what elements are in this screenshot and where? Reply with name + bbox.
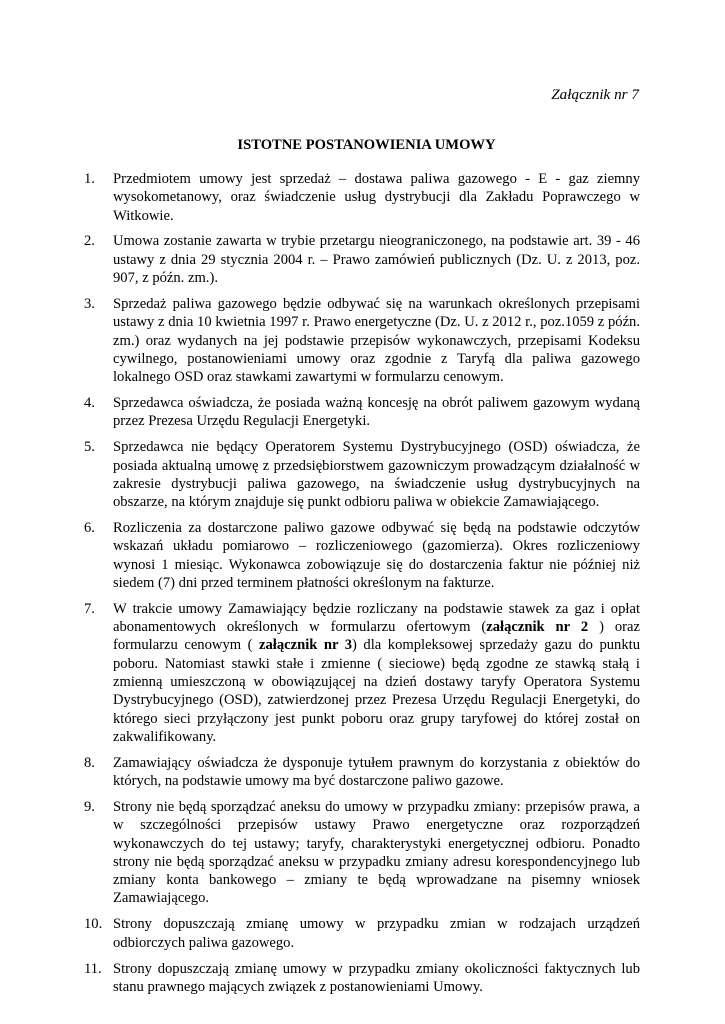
provision-item — [84, 915, 640, 952]
provision-number: 8. — [84, 754, 95, 771]
provision-number: 10. — [84, 916, 103, 933]
provision-item — [84, 754, 640, 791]
provision-item — [84, 170, 640, 225]
provision-text: Strony dopuszczają zmianę umowy w przypadku zmian w rodzajach urządzeń odbiorczych paliwa gazowego. — [113, 916, 640, 951]
provision-number: 3. — [84, 295, 95, 312]
provision-text: Zamawiający oświadcza że dysponuje tytułem prawnym do korzystania z obiektów do których, na podstawie umowy ma być dostarczone paliwo gazowe. — [113, 754, 640, 790]
provision-text: Umowa zostanie zawarta w trybie przetargu nieograniczonego, na podstawie art. 39 - 46 ustawy z dnia 29 stycznia 2004 r. – Prawo zamówień publicznych (Dz. U. z 2013, poz. 907, z późn. zm.). — [113, 233, 640, 287]
annex-2-reference: załącznik nr 2 — [486, 619, 589, 636]
provisions-list — [84, 170, 640, 1004]
provision-number: 2. — [84, 233, 95, 250]
provision-text: Sprzedawca nie będący Operatorem Systemu Dystrybucyjnego (OSD) oświadcza, że posiada aktualną umowę z przedsiębiorstwem gazowniczym prowadzącym działalność w zakresie dystrybucji paliwa gazowego, na świadczenie usług dystrybucyjnych na obszarze, na którym znajduje się punkt odbioru paliwa w obiekcie Zamawiającego. — [113, 439, 640, 511]
provision-item — [84, 519, 640, 592]
annex-label: Załącznik nr 7 — [551, 86, 639, 103]
provision-number: 5. — [84, 439, 95, 456]
provision-item — [84, 232, 640, 287]
annex-3-reference: załącznik nr 3 — [259, 637, 353, 654]
provision-number: 9. — [84, 798, 95, 815]
provision-item — [84, 960, 640, 997]
provision-number: 6. — [84, 520, 95, 537]
provision-text: Przedmiotem umowy jest sprzedaż – dostawa paliwa gazowego - E - gaz ziemny wysokometanowy, oraz świadczenie usług dystrybucji dla Zakładu Poprawczego w Witkowie. — [113, 171, 640, 224]
provision-text: Sprzedawca oświadcza, że posiada ważną koncesję na obrót paliwem gazowym wydaną przez Prezesa Urzędu Regulacji Energetyki. — [113, 395, 640, 430]
provision-text: Strony nie będą sporządzać aneksu do umowy w przypadku zmiany: przepisów prawa, a w szczególności przepisów ustawy Prawo energetyczne oraz rozporządzeń wykonawczych do tej ustawy; taryfy, charakterystyki energetycznej odbioru. Ponadto strony nie będą sporządzać aneksu w przypadku zmiany adresu korespondencyjnego lub zmiany konta bankowego – zmiany te będą wprowadzane na pisemny wniosek Zamawiającego. — [113, 798, 640, 907]
provision-item — [84, 798, 640, 908]
provision-text-part: ) dla kompleksowej sprzedaży gazu do punktu poboru. Natomiast stawki stałe i zmienne ( sieciowe) będą zgodne ze stawką stałą i zmienną umieszczoną w obowiązującej na dzień dostawy taryfy Operatora Systemu Dystrybucyjnego (OSD), zatwierdzonej przez Prezesa Urzędu Regulacji Energetyki, do którego sieci przyłączony jest punkt poboru oraz grupy taryfowej do której został on zakwalifikowany. — [113, 637, 641, 745]
provision-item — [84, 295, 640, 386]
provision-item — [84, 438, 640, 511]
provision-text: Rozliczenia za dostarczone paliwo gazowe odbywać się będą na podstawie odczytów wskazań układu pomiarowo – rozliczeniowego (gazomierza). Okres rozliczeniowy wynosi 1 miesiąc. Wykonawca zobowiązuje się do dostarczenia faktur nie później niż siedem (7) dni przed terminem płatności określonym na fakturze. — [113, 520, 640, 591]
provision-text-part: ) oraz formularzu cenowym ( — [113, 619, 640, 654]
provision-item — [84, 600, 640, 746]
document-title: ISTOTNE POSTANOWIENIA UMOWY — [237, 137, 496, 153]
provision-number: 4. — [84, 395, 95, 412]
provision-text: Sprzedaż paliwa gazowego będzie odbywać się na warunkach określonych przepisami ustawy z dnia 10 kwietnia 1997 r. Prawo energetyczne (Dz. U. z 2012 r., poz.1059 z późn. zm.) oraz wydanych na jej podstawie przepisów wykonawczych, przepisami Kodeksu cywilnego, postanowieniami umowy oraz zgodnie z Taryfą dla paliwa gazowego lokalnego OSD oraz stawkami zawartymi w formularzu cenowym. — [113, 295, 640, 386]
provision-number: 7. — [84, 600, 95, 617]
provision-number: 1. — [84, 171, 95, 187]
provision-text-part: W trakcie umowy Zamawiający będzie rozliczany na podstawie stawek za gaz i opłat abonamentowych określonych w formularzu ofertowym ( — [113, 600, 640, 636]
provision-item — [84, 394, 640, 431]
provision-number: 11. — [84, 960, 102, 977]
provision-text — [113, 600, 640, 746]
provision-text: Strony dopuszczają zmianę umowy w przypadku zmiany okoliczności faktycznych lub stanu prawnego mających związek z postanowieniami Umowy. — [113, 960, 640, 995]
